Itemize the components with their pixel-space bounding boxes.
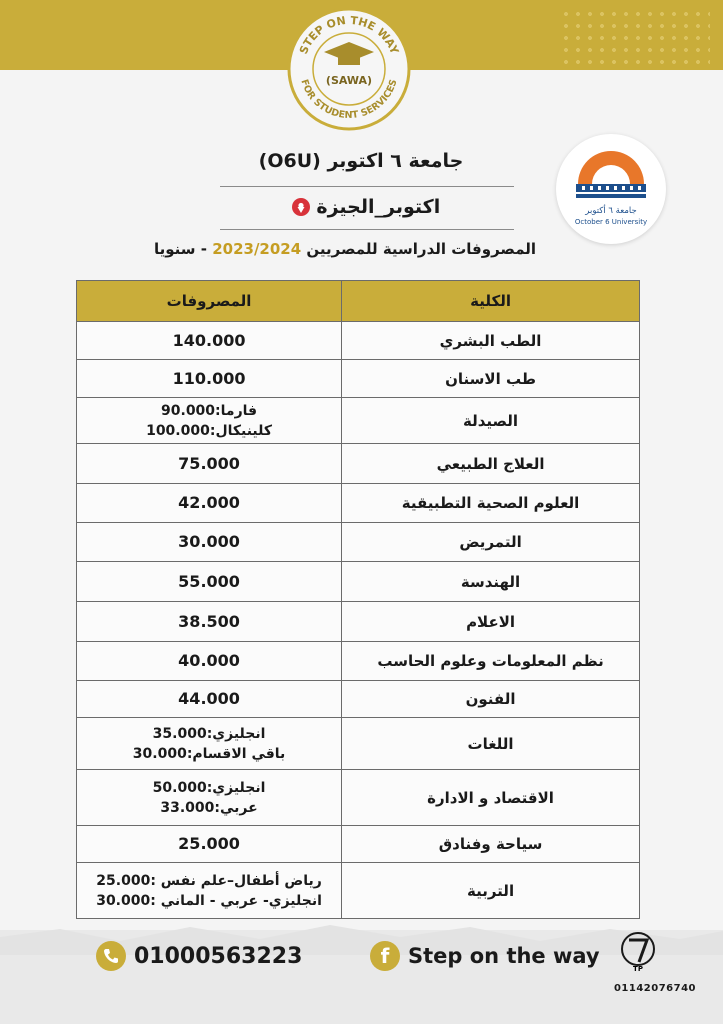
fee-cell: 25.000 bbox=[77, 826, 342, 863]
fee-line: انجليزي:35.000 bbox=[152, 725, 266, 742]
facebook-label: Step on the way bbox=[408, 944, 600, 968]
brand-letters: TP bbox=[633, 965, 643, 972]
table-row bbox=[77, 523, 640, 562]
fees-table bbox=[76, 280, 640, 919]
fee-cell: 42.000 bbox=[77, 484, 342, 523]
faculty-cell: الفنون bbox=[342, 681, 640, 718]
faculty-cell: نظم المعلومات وعلوم الحاسب bbox=[342, 642, 640, 681]
fee-cell bbox=[77, 718, 342, 770]
fee-line: انجليزي- عربي - الماني :30.000 bbox=[96, 892, 322, 909]
table-header-row bbox=[77, 281, 640, 322]
faculty-cell: طب الاسنان bbox=[342, 360, 640, 398]
subtitle-suffix: - سنويا bbox=[153, 240, 207, 258]
faculty-cell: التمريض bbox=[342, 523, 640, 562]
table-row bbox=[77, 444, 640, 484]
faculty-cell: العلوم الصحية التطبيقية bbox=[342, 484, 640, 523]
phone-number: 01000563223 bbox=[134, 943, 303, 969]
phone-icon bbox=[96, 941, 126, 971]
table-row bbox=[77, 602, 640, 642]
fee-cell bbox=[77, 770, 342, 826]
faculty-cell: الهندسة bbox=[342, 562, 640, 602]
fee-cell: 110.000 bbox=[77, 360, 342, 398]
title-divider bbox=[220, 186, 514, 187]
faculty-cell: الصيدلة bbox=[342, 398, 640, 444]
table-row bbox=[77, 863, 640, 919]
brand-phone: 01142076740 bbox=[613, 983, 697, 994]
location-text: اكتوبر_الجيزة bbox=[316, 196, 441, 218]
faculty-cell: العلاج الطبيعي bbox=[342, 444, 640, 484]
university-title: جامعة ٦ اكتوبر (O6U) bbox=[258, 150, 464, 172]
faculty-cell: الاقتصاد و الادارة bbox=[342, 770, 640, 826]
faculty-cell: الطب البشري bbox=[342, 322, 640, 360]
fee-line: فارما:90.000 bbox=[161, 402, 258, 419]
subtitle-year: 2023/2024 bbox=[212, 240, 302, 258]
seal-top-text: STEP ON THE WAY bbox=[296, 13, 402, 57]
fee-line: باقي الاقسام:30.000 bbox=[132, 745, 286, 762]
fees-subtitle bbox=[140, 240, 550, 258]
location-line bbox=[232, 196, 492, 218]
fee-line: انجليزي:50.000 bbox=[152, 779, 266, 796]
table-row bbox=[77, 360, 640, 398]
fee-cell: 40.000 bbox=[77, 642, 342, 681]
fee-cell: 38.500 bbox=[77, 602, 342, 642]
facebook-icon: f bbox=[370, 941, 400, 971]
fee-cell: 75.000 bbox=[77, 444, 342, 484]
faculty-cell: اللغات bbox=[342, 718, 640, 770]
subtitle-prefix: المصروفات الدراسية للمصريين bbox=[306, 240, 537, 258]
fee-line: رياض أطفال–علم نفس :25.000 bbox=[96, 872, 322, 889]
table-row bbox=[77, 642, 640, 681]
table-row bbox=[77, 770, 640, 826]
table-row bbox=[77, 398, 640, 444]
table-row bbox=[77, 718, 640, 770]
table-row bbox=[77, 562, 640, 602]
fee-cell: 30.000 bbox=[77, 523, 342, 562]
fee-line: كلينيكال:100.000 bbox=[146, 422, 272, 439]
location-pin-icon bbox=[292, 198, 310, 216]
seal-graphic bbox=[286, 6, 412, 132]
university-logo bbox=[556, 134, 666, 244]
faculty-column-header: الكلية bbox=[342, 281, 640, 322]
phone-contact[interactable] bbox=[96, 939, 302, 973]
table-row bbox=[77, 484, 640, 523]
fee-cell: 140.000 bbox=[77, 322, 342, 360]
faculty-cell: التربية bbox=[342, 863, 640, 919]
fee-line: عربي:33.000 bbox=[160, 799, 258, 816]
tp-brand-logo bbox=[617, 930, 659, 972]
university-logo-en: October 6 University bbox=[574, 218, 648, 226]
fee-cell: 44.000 bbox=[77, 681, 342, 718]
fees-column-header: المصروفات bbox=[77, 281, 342, 322]
fee-cell bbox=[77, 863, 342, 919]
table-row bbox=[77, 826, 640, 863]
fee-cell: 55.000 bbox=[77, 562, 342, 602]
fee-cell bbox=[77, 398, 342, 444]
location-divider bbox=[220, 229, 514, 230]
table-row bbox=[77, 322, 640, 360]
university-logo-ar: جامعة ٦ أكتوبر bbox=[585, 206, 637, 216]
seal-center-text: (SAWA) bbox=[325, 74, 373, 87]
sawa-seal-logo bbox=[286, 6, 412, 132]
faculty-cell: سياحة وفنادق bbox=[342, 826, 640, 863]
seal-bottom-text: FOR STUDENT SERVICES bbox=[298, 78, 400, 122]
faculty-cell: الاعلام bbox=[342, 602, 640, 642]
table-row bbox=[77, 681, 640, 718]
facebook-contact[interactable] bbox=[370, 939, 600, 973]
university-emblem-icon bbox=[574, 150, 648, 206]
